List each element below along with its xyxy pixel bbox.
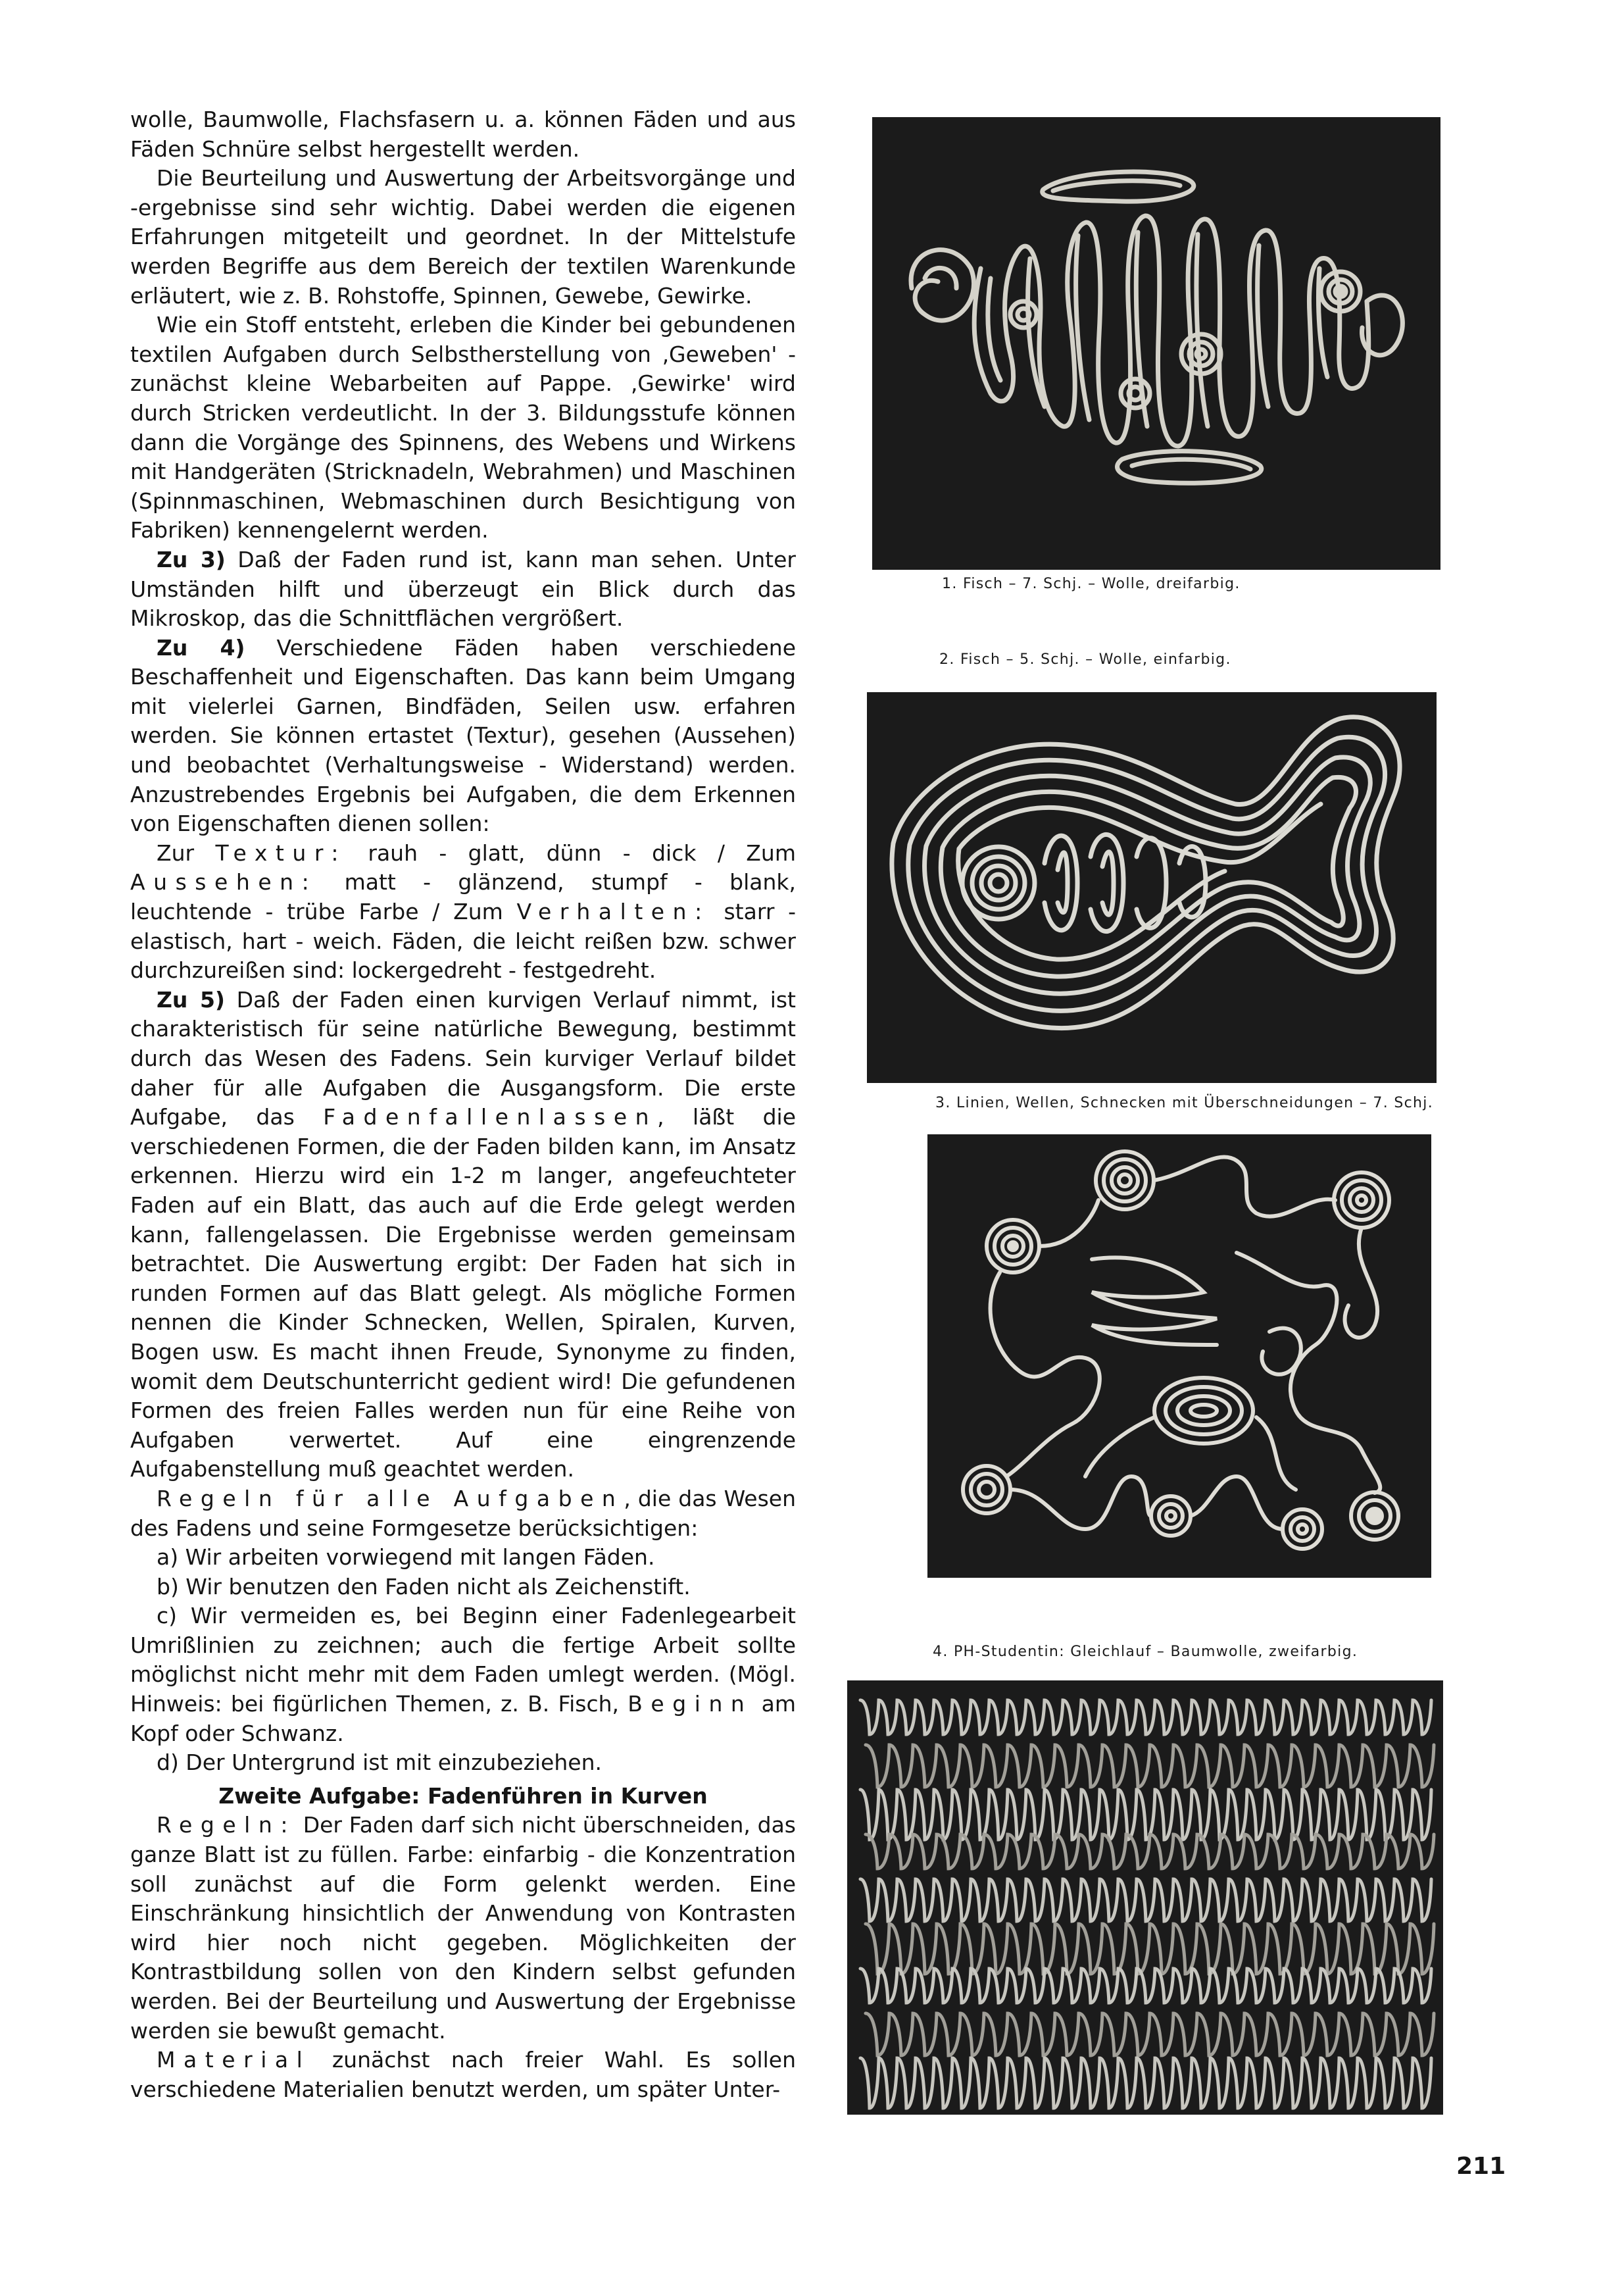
spaced-term: Textur: — [215, 840, 347, 866]
paragraph: wolle, Baumwolle, Flachsfasern u. a. können Fäden und aus Fäden Schnüre selbst hergestellt werden. — [130, 107, 796, 162]
spaced-term: Beginn — [627, 1691, 753, 1717]
paragraph-text: , die das Wesen des Fadens und seine Formgesetze berücksichtigen: — [130, 1485, 797, 1541]
paragraph: Die Beurteilung und Auswertung der Arbeitsvorgänge und -ergebnisse sind sehr wichtig. Dabei werden die eigenen Erfahrungen mitgeteilt und geordnet. In der Mittelstufe werden Begriffe aus dem Bereich der textilen Warenkunde erläutert, wie z. B. Rohstoffe, Spinnen, Gewebe, Gewirke. — [130, 165, 796, 309]
fish-thread-image — [872, 117, 1440, 570]
photo-fish-1 — [872, 117, 1440, 570]
paragraph-text: matt - glänzend, stumpf - blank, leuchtende - trübe Farbe / Zum — [130, 869, 796, 925]
thread-band — [860, 1700, 1431, 1734]
spaced-term: Regeln: — [157, 1812, 296, 1838]
thread-band — [866, 2013, 1434, 2055]
snail-thread-image — [927, 1134, 1431, 1578]
paragraph — [130, 634, 796, 839]
paragraph — [130, 839, 796, 986]
thread-band — [866, 1745, 1434, 1787]
thread-band — [866, 1924, 1434, 1974]
thread-band — [860, 1790, 1431, 1840]
paragraph-text: Zur — [157, 840, 216, 866]
paragraph-text: rauh - glatt, dünn - dick / Zum — [347, 840, 796, 866]
paragraph-text: Verschiedene Fäden haben verschiedene Beschaffenheit und Eigenschaften. Das kann beim Umgang mit vielerlei Garnen, Bindfäden, Seilen usw. erfahren werden. Sie können ertastet (Textur), gesehen (Aussehen) und beobachtet (Verhaltungsweise - Widerstand) werden. Anzustrebendes Ergebnis bei Aufgaben, die dem Erkennen von Eigenschaften dienen sollen: — [130, 634, 796, 837]
thread-band — [860, 2058, 1431, 2108]
thread-band — [860, 1969, 1431, 2003]
paragraph — [130, 545, 796, 634]
paragraph: Wie ein Stoff entsteht, erleben die Kinder bei gebundenen textilen Aufgaben durch Selbstherstellung von ‚Geweben' - zunächst kleine Webarbeiten auf Pappe. ‚Gewirke' wird durch Stricken verdeutlicht. In der 3. Bildungsstufe können dann die Vorgänge des Spinnens, des Webens und Wirkens mit Handgeräten (Stricknadeln, Webrahmen) und Maschinen (Spinnmaschinen, Webmaschinen durch Besichtigung von Fabriken) kennengelernt werden. — [130, 312, 796, 543]
parallel-thread-image — [847, 1680, 1443, 2115]
paragraph-text: Daß der Faden einen kurvigen Verlauf nimmt, ist charakteristisch für seine natürliche Bewegung, bestimmt durch das Wesen des Fadens. Sein kurviger Verlauf bildet daher für alle Aufgaben die Ausgangsform. Die erste Aufgabe, das — [130, 986, 796, 1130]
paragraph-text: c) Wir vermeiden es, bei Beginn einer Fadenlegearbeit Umrißlinien zu zeichnen; auch die fertige Arbeit sollte möglichst nicht mehr mit dem Faden umlegt werden. (Mögl. Hinweis: bei figürlichen Themen, z. B. Fisch, — [130, 1603, 796, 1717]
paragraph-text: am Kopf oder Schwanz. — [130, 1691, 796, 1746]
page-number: 211 — [1456, 2153, 1506, 2180]
paragraph — [130, 2046, 796, 2104]
list-item: b) Wir benutzen den Faden nicht als Zeichenstift. — [157, 1573, 691, 1599]
photo-lines-snails — [927, 1134, 1431, 1578]
spaced-term: Material — [157, 2047, 311, 2073]
thread-band — [860, 1879, 1431, 1921]
list-item: a) Wir arbeiten vorwiegend mit langen Fäden. — [157, 1544, 655, 1571]
list-item: d) Der Untergrund ist mit einzubeziehen. — [157, 1750, 602, 1776]
caption-1: 1. Fisch – 7. Schj. – Wolle, dreifarbig. — [942, 576, 1241, 592]
spaced-term: Verhalten: — [516, 899, 710, 925]
section-heading: Zweite Aufgabe: Fadenführen in Kurven — [218, 1782, 708, 1809]
spaced-term: Aussehen: — [130, 869, 318, 895]
paragraph-text: Der Faden darf sich nicht überschneiden, das ganze Blatt ist zu füllen. Farbe: einfarbig - die Konzentration soll zunächst auf die Form gelenkt werden. Eine Einschränkung hinsichtlich der Anwendung von Kontrasten wird hier noch nicht gegeben. Möglichkeiten der Kontrastbildung sollen von den Kindern selbst gefunden werden. Bei der Beurteilung und Auswertung der Ergebnisse werden sie bewußt gemacht. — [130, 1812, 796, 2044]
paragraph-lead: Zu 3) — [157, 546, 226, 572]
paragraph-lead: Zu 5) — [157, 986, 226, 1013]
paragraph-text: Daß der Faden rund ist, kann man sehen. Unter Umständen hilft und überzeugt ein Blick durch das Mikroskop, das die Schnittflächen vergrößert. — [130, 546, 796, 632]
paragraph-text: , läßt die verschiedenen Formen, die der Faden bilden kann, im Ansatz erkennen. Hierzu wird ein 1-2 m langer, angefeuchteter Faden auf ein Blatt, das auch auf die Erde gelegt werden kann, fallengelassen. Die Ergebnisse werden gemeinsam betrachtet. Die Auswertung ergibt: Der Faden hat sich in runden Formen auf das Blatt gelegt. Als mögliche Formen nennen die Kinder Schnecken, Wellen, Spiralen, Kurven, Bogen usw. Es macht ihnen Freude, Synonyme zu finden, womit dem Deutschunterricht gedient wird! Die gefundenen Formen des freien Falles werden nun für eine Reihe von Aufgaben verwertet. Auf eine eingrenzende Aufgabenstellung muß geachtet werden. — [130, 1104, 796, 1482]
caption-4: 4. PH-Studentin: Gleichlauf – Baumwolle, zweifarbig. — [933, 1644, 1358, 1660]
text-column — [130, 105, 796, 2104]
caption-3: 3. Linien, Wellen, Schnecken mit Überschneidungen – 7. Schj. — [935, 1095, 1434, 1111]
fish-thread-image — [867, 692, 1437, 1083]
paragraph-text: starr - elastisch, hart - weich. Fäden, die leicht reißen bzw. schwer durchzureißen sind: lockergedreht - festgedreht. — [130, 899, 796, 984]
photo-fish-2 — [867, 692, 1437, 1083]
paragraph — [130, 1811, 796, 2046]
paragraph — [130, 1484, 796, 1543]
paragraph-lead: Zu 4) — [157, 634, 245, 661]
paragraph-text: zunächst nach freier Wahl. Es sollen verschiedene Materialien benutzt werden, um später Unter- — [130, 2047, 796, 2102]
spaced-term: Fadenfallenlassen — [323, 1104, 658, 1130]
spaced-term: Regeln für alle Aufgaben — [157, 1485, 624, 1511]
list-item — [130, 1601, 796, 1748]
paragraph — [130, 986, 796, 1484]
photo-parallel-run — [847, 1680, 1443, 2115]
caption-2: 2. Fisch – 5. Schj. – Wolle, einfarbig. — [939, 651, 1231, 668]
